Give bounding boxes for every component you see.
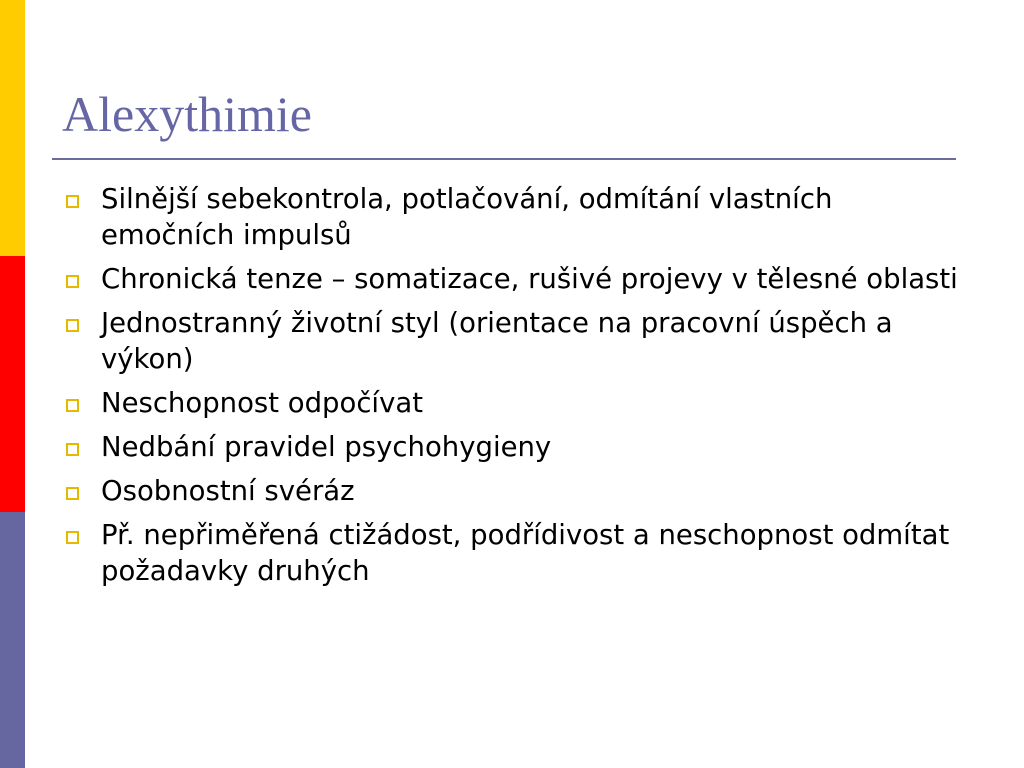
- bullet-list: [62, 181, 962, 597]
- title-divider: [52, 158, 956, 160]
- square-bullet-icon: [66, 319, 79, 332]
- square-bullet-icon: [66, 531, 79, 544]
- bullet-text: Jednostranný životní styl (orientace na pracovní úspěch a výkon): [101, 307, 893, 375]
- side-stripe-red: [0, 256, 25, 512]
- square-bullet-icon: [66, 443, 79, 456]
- bullet-item: [62, 517, 962, 589]
- slide-title: Alexythimie: [62, 86, 312, 142]
- bullet-text: Osobnostní svéráz: [101, 475, 355, 507]
- bullet-text: Silnější sebekontrola, potlačování, odmítání vlastních emočních impulsů: [101, 183, 833, 251]
- bullet-item: [62, 181, 962, 253]
- bullet-item: [62, 261, 962, 297]
- bullet-item: [62, 385, 962, 421]
- bullet-text: Neschopnost odpočívat: [101, 387, 423, 419]
- bullet-item: [62, 473, 962, 509]
- bullet-item: [62, 305, 962, 377]
- bullet-text: Př. nepřiměřená ctižádost, podřídivost a neschopnost odmítat požadavky druhých: [101, 519, 950, 587]
- square-bullet-icon: [66, 487, 79, 500]
- bullet-text: Chronická tenze – somatizace, rušivé projevy v tělesné oblasti: [101, 263, 958, 295]
- bullet-item: [62, 429, 962, 465]
- side-stripe-blue: [0, 512, 25, 768]
- bullet-text: Nedbání pravidel psychohygieny: [101, 431, 552, 463]
- side-stripe-yellow: [0, 0, 25, 256]
- square-bullet-icon: [66, 195, 79, 208]
- square-bullet-icon: [66, 275, 79, 288]
- square-bullet-icon: [66, 399, 79, 412]
